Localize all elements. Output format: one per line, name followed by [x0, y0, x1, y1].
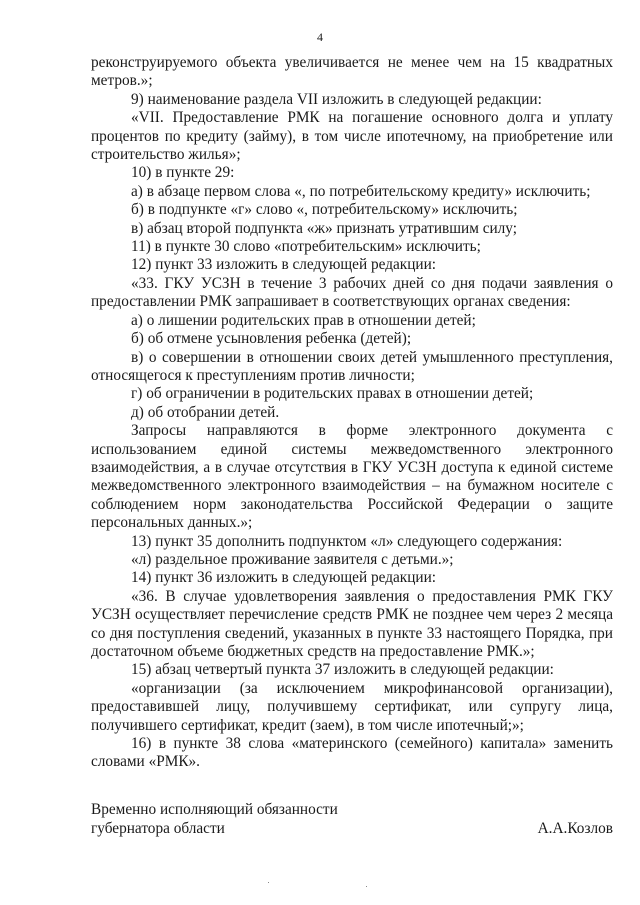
paragraph: б) об отмене усыновления ребенка (детей);: [131, 330, 412, 348]
scan-speck: [366, 886, 367, 887]
paragraph: 12) пункт 33 изложить в следующей редакции:: [131, 256, 437, 274]
paragraph: Запросы направляются в форме электронного документа с использованием единой системы межведомственного электронного взаимодействия, а в случае отсутствия в ГКУ УСЗН доступа к единой системе межведомственного электронного взаимодействия – на бумажном носителе с соблюдением норм законодательства Российской Федерации о защите персональных данных.»;: [91, 422, 613, 532]
signatory-name: А.А.Козлов: [537, 820, 613, 837]
document-body: [91, 54, 613, 772]
signatory-position-line1: Временно исполняющий обязанности: [91, 801, 338, 818]
paragraph: д) об отобрании детей.: [131, 403, 280, 421]
paragraph: а) о лишении родительских прав в отношении детей;: [131, 311, 476, 329]
paragraph: 15) абзац четвертый пункта 37 изложить в следующей редакции:: [131, 661, 554, 679]
paragraph: 10) в пункте 29:: [131, 164, 235, 182]
paragraph: реконструируемого объекта увеличивается не менее чем на 15 квадратных метров.»;: [91, 54, 613, 90]
signatory-position-line2: губернатора области: [91, 820, 225, 837]
signature-block: [91, 800, 613, 838]
paragraph: а) в абзаце первом слова «, по потребительскому кредиту» исключить;: [131, 182, 591, 200]
paragraph: 14) пункт 36 изложить в следующей редакции:: [131, 569, 437, 587]
paragraph: «33. ГКУ УСЗН в течение 3 рабочих дней со дня подачи заявления о предоставлении РМК запрашивает в соответствующих органах сведения:: [91, 274, 613, 311]
paragraph: 13) пункт 35 дополнить подпунктом «л» следующего содержания:: [131, 532, 563, 550]
paragraph: 9) наименование раздела VII изложить в следующей редакции:: [131, 90, 542, 108]
scan-speck: [268, 882, 269, 883]
paragraph: г) об ограничении в родительских правах в отношении детей;: [131, 385, 534, 403]
page-number: 4: [317, 30, 323, 44]
paragraph: б) в подпункте «г» слово «, потребительскому» исключить;: [131, 201, 518, 219]
paragraph: в) абзац второй подпункта «ж» признать утратившим силу;: [131, 219, 517, 237]
paragraph: «36. В случае удовлетворения заявления о предоставления РМК ГКУ УСЗН осуществляет перечисление средств РМК не позднее чем через 2 месяца со дня поступления сведений, указанных в пункте 33 настоящего Порядка, при достаточном объеме бюджетных средств на предоставление РМК.»;: [91, 587, 613, 660]
paragraph: «организации (за исключением микрофинансовой организации), предоставившей лицу, получившему сертификат, или супругу лица, получившего сертификат, кредит (заем), в том числе ипотечный;»;: [91, 679, 613, 734]
paragraph: 16) в пункте 38 слова «материнского (семейного) капитала» заменить словами «РМК».: [91, 735, 613, 771]
paragraph: «VII. Предоставление РМК на погашение основного долга и уплату процентов по кредиту (займу), в том числе ипотечному, на приобретение или строительство жилья»;: [91, 109, 613, 164]
paragraph: «л) раздельное проживание заявителя с детьми.»;: [131, 550, 454, 568]
paragraph: в) о совершении в отношении своих детей умышленного преступления, относящегося к преступлениям против личности;: [91, 348, 613, 384]
paragraph: 11) в пункте 30 слово «потребительским» исключить;: [131, 238, 481, 256]
